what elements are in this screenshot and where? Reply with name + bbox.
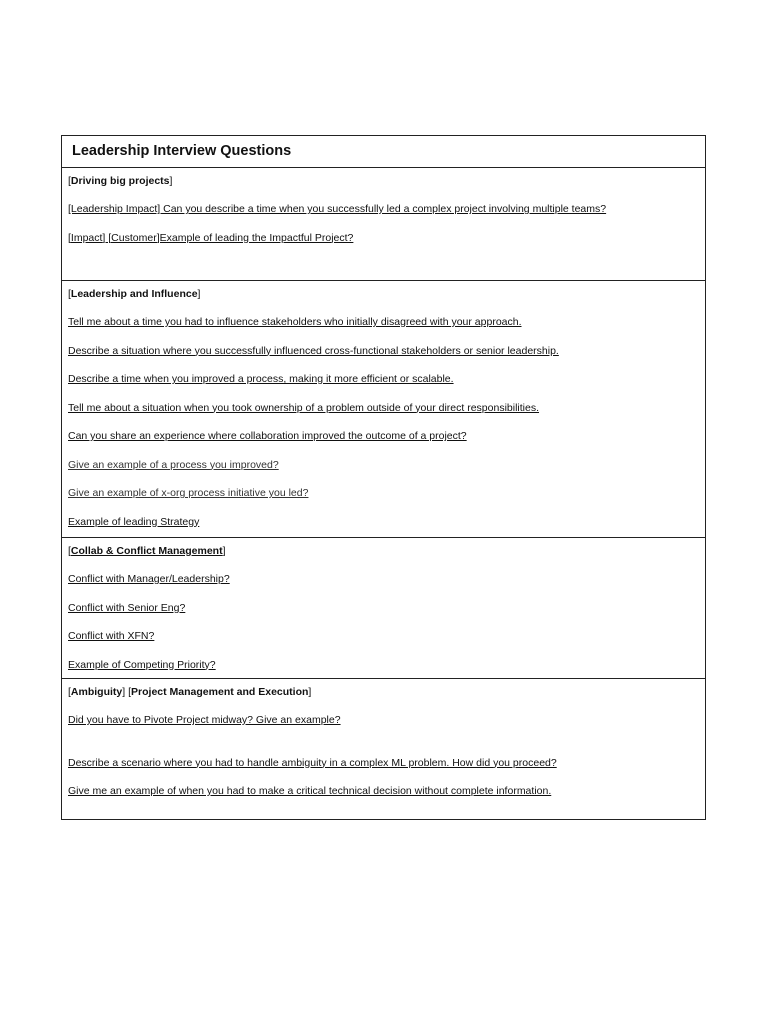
question-link[interactable]: Tell me about a situation when you took ownership of a problem outside of your direct responsibilities. [68, 401, 540, 414]
section-heading: [Collab & Conflict Management] [68, 545, 226, 557]
question-link[interactable]: Example of Competing Priority? [68, 658, 216, 671]
section-heading-text: Ambiguity [70, 686, 123, 698]
section-heading-text: Leadership and Influence [70, 288, 198, 300]
question-link[interactable]: Can you share an experience where collaboration improved the outcome of a project? [68, 430, 467, 442]
question-link[interactable]: Give an example of a process you improved? [68, 458, 279, 471]
question-link[interactable]: Conflict with XFN? [68, 630, 155, 642]
section-ambiguity-execution [62, 679, 705, 819]
section-heading: [Leadership and Influence] [68, 288, 201, 300]
questions-table [61, 135, 706, 820]
question-link[interactable]: Example of leading Strategy [68, 515, 200, 528]
section-heading-text: Driving big projects [70, 175, 170, 187]
question-link[interactable]: [Impact] [Customer]Example of leading the Impactful Project? [68, 231, 354, 244]
question-link[interactable]: Conflict with Manager/Leadership? [68, 573, 230, 585]
document-title: Leadership Interview Questions [62, 136, 705, 168]
question-link[interactable]: Give me an example of when you had to make a critical technical decision without complete information. [68, 785, 552, 797]
question-link[interactable]: Describe a time when you improved a process, making it more efficient or scalable. [68, 373, 454, 385]
section-heading: [Ambiguity] [Project Management and Execution] [68, 686, 312, 698]
section-collab-conflict [62, 538, 705, 679]
question-link[interactable]: Describe a situation where you successfully influenced cross-functional stakeholders or senior leadership. [68, 344, 559, 357]
section-leadership-influence [62, 281, 705, 538]
section-heading-text: Project Management and Execution [131, 686, 309, 698]
question-link[interactable]: Describe a scenario where you had to handle ambiguity in a complex ML problem. How did you proceed? [68, 756, 557, 769]
section-heading-text: Collab & Conflict Management [70, 545, 223, 557]
question-link[interactable]: [Leadership Impact] Can you describe a time when you successfully led a complex project involving multiple teams? [68, 203, 607, 215]
question-link[interactable]: Give an example of x-org process initiative you led? [68, 487, 309, 499]
spacer [68, 742, 705, 756]
section-heading: [Driving big projects] [68, 175, 173, 187]
question-link[interactable]: Tell me about a time you had to influence stakeholders who initially disagreed with your approach. [68, 316, 522, 328]
question-link[interactable]: Conflict with Senior Eng? [68, 601, 186, 614]
question-link[interactable]: Did you have to Pivote Project midway? Give an example? [68, 714, 341, 726]
section-driving-big-projects [62, 168, 705, 281]
